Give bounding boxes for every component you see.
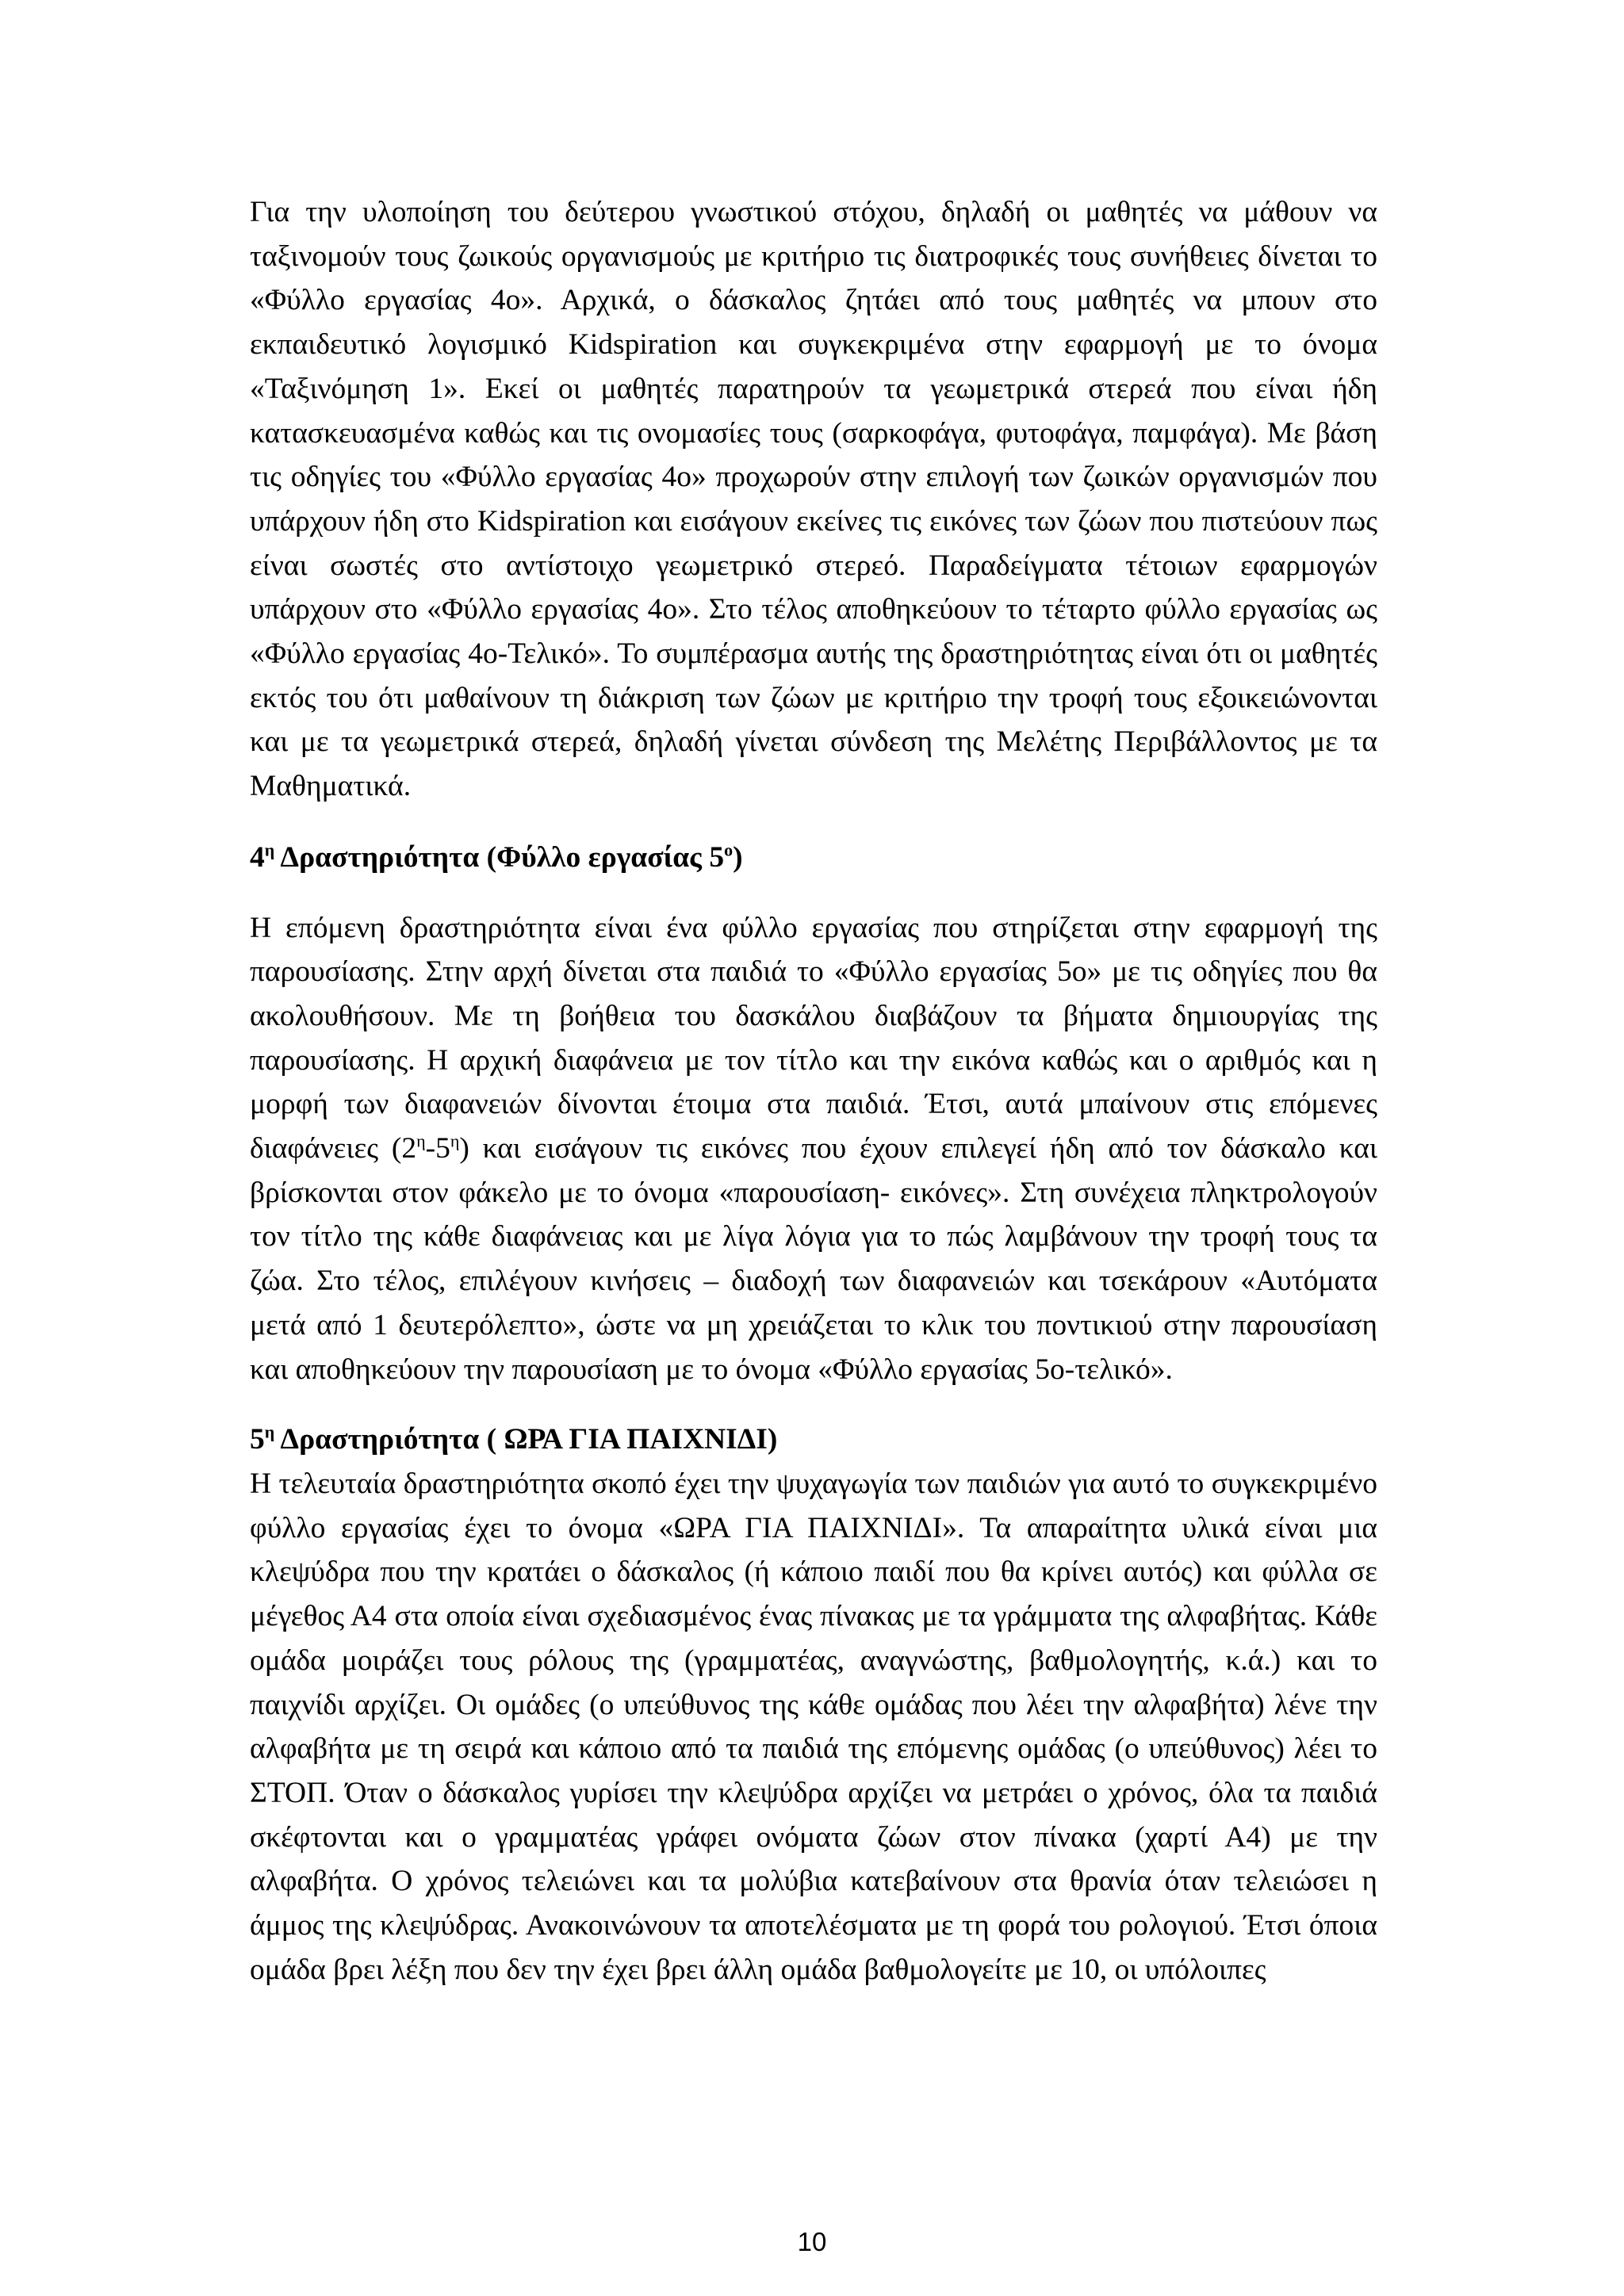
heading-activity-4 xyxy=(250,836,1377,880)
paragraph-2-part-1: Η επόμενη δραστηριότητα είναι ένα φύλλο εργασίας που στηρίζεται στην εφαρμογή της παρουσίασης. Στην αρχή δίνεται στα παιδιά το «Φύλλο εργασίας 5ο» με τις οδηγίες που θα ακολουθήσουν. Με τη βοήθεια του δασκάλου διαβάζουν τα βήματα δημιουργίας της παρουσίασης. Η αρχική διαφάνεια με τον τίτλο και την εικόνα καθώς και ο αριθμός και η μορφή των διαφανειών δίνονται έτοιμα στα παιδιά. Έτσι, αυτά μπαίνουν στις επόμενες διαφάνειες (2 xyxy=(250,911,1377,1165)
heading-4-sup-2: ο xyxy=(724,840,733,860)
heading-activity-5 xyxy=(250,1418,1377,1462)
heading-4-number: 4 xyxy=(250,840,265,874)
heading-5-number: 5 xyxy=(250,1423,265,1456)
page-content xyxy=(250,190,1377,1992)
heading-4-close: ) xyxy=(733,840,743,874)
paragraph-activity-4-text xyxy=(250,906,1377,1392)
paragraph-2-part-3: ) και εισάγουν τις εικόνες που έχουν επιλεγεί ήδη από τον δάσκαλο και βρίσκονται στον φάκελο με το όνομα «παρουσίαση- εικόνες». Στη συνέχεια πληκτρολογούν τον τίτλο της κάθε διαφάνειας και με λίγα λόγια για το πώς λαμβάνουν την τροφή τους τα ζώα. Στο τέλος, επιλέγουν κινήσεις – διαδοχή των διαφανειών και τσεκάρουν «Αυτόματα μετά από 1 δευτερόλεπτο», ώστε να μη χρειάζεται το κλικ του ποντικιού στην παρουσίαση και αποθηκεύουν την παρουσίαση με το όνομα «Φύλλο εργασίας 5ο-τελικό». xyxy=(250,1132,1377,1386)
paragraph-2-part-2: -5 xyxy=(425,1132,450,1165)
paragraph-activity-5-text: Η τελευταία δραστηριότητα σκοπό έχει την ψυχαγωγία των παιδιών για αυτό το συγκεκριμένο φύλλο εργασίας έχει το όνομα «ΩΡΑ ΓΙΑ ΠΑΙΧΝΙΔΙ». Τα απαραίτητα υλικά είναι μια κλεψύδρα που την κρατάει ο δάσκαλος (ή κάποιο παιδί που θα κρίνει αυτός) και φύλλα σε μέγεθος Α4 στα οποία είναι σχεδιασμένος ένας πίνακας με τα γράμματα της αλφαβήτας. Κάθε ομάδα μοιράζει τους ρόλους της (γραμματέας, αναγνώστης, βαθμολογητής, κ.ά.) και το παιχνίδι αρχίζει. Οι ομάδες (ο υπεύθυνος της κάθε ομάδας που λέει την αλφαβήτα) λένε την αλφαβήτα με τη σειρά και κάποιο από τα παιδιά της επόμενης ομάδας (ο υπεύθυνος) λέει το ΣΤΟΠ. Όταν ο δάσκαλος γυρίσει την κλεψύδρα αρχίζει να μετράει ο χρόνος, όλα τα παιδιά σκέφτονται και ο γραμματέας γράφει ονόματα ζώων στον πίνακα (χαρτί Α4) με την αλφαβήτα. Ο χρόνος τελειώνει και τα μολύβια κατεβαίνουν στα θρανία όταν τελειώσει η άμμος της κλεψύδρας. Ανακοινώνουν τα αποτελέσματα με τη φορά του ρολογιού. Έτσι όποια ομάδα βρει λέξη που δεν την έχει βρει άλλη ομάδα βαθμολογείτε με 10, οι υπόλοιπες xyxy=(250,1467,1377,1986)
heading-5-text: Δραστηριότητα ( ΩΡΑ ΓΙΑ ΠΑΙΧΝΙΔΙ) xyxy=(274,1423,778,1456)
paragraph-2-sup-a: η xyxy=(416,1131,426,1151)
heading-5-sup: η xyxy=(264,1422,275,1442)
page-number: 10 xyxy=(797,2227,827,2256)
heading-4-sup: η xyxy=(264,840,275,860)
paragraph-activity-3-text: Για την υλοποίηση του δεύτερου γνωστικού στόχου, δηλαδή οι μαθητές να μάθουν να ταξινομούν τους ζωικούς οργανισμούς με κριτήριο τις διατροφικές τους συνήθειες δίνεται το «Φύλλο εργασίας 4ο». Αρχικά, ο δάσκαλος ζητάει από τους μαθητές να μπουν στο εκπαιδευτικό λογισμικό Kidspiration και συγκεκριμένα στην εφαρμογή με το όνομα «Ταξινόμηση 1». Εκεί οι μαθητές παρατηρούν τα γεωμετρικά στερεά που είναι ήδη κατασκευασμένα καθώς και τις ονομασίες τους (σαρκοφάγα, φυτοφάγα, παμφάγα). Με βάση τις οδηγίες του «Φύλλο εργασίας 4ο» προχωρούν στην επιλογή των ζωικών οργανισμών που υπάρχουν ήδη στο Kidspiration και εισάγουν εκείνες τις εικόνες των ζώων που πιστεύουν πως είναι σωστές στο αντίστοιχο γεωμετρικό στερεό. Παραδείγματα τέτοιων εφαρμογών υπάρχουν στο «Φύλλο εργασίας 4ο». Στο τέλος αποθηκεύουν το τέταρτο φύλλο εργασίας ως «Φύλλο εργασίας 4ο-Τελικό». Το συμπέρασμα αυτής της δραστηριότητας είναι ότι οι μαθητές εκτός του ότι μαθαίνουν τη διάκριση των ζώων με κριτήριο την τροφή τους εξοικειώνονται και με τα γεωμετρικά στερεά, δηλαδή γίνεται σύνδεση της Μελέτης Περιβάλλοντος με τα Μαθηματικά. xyxy=(250,196,1377,803)
paragraph-2-sup-b: η xyxy=(450,1131,460,1151)
heading-4-text: Δραστηριότητα (Φύλλο εργασίας 5 xyxy=(274,840,725,874)
